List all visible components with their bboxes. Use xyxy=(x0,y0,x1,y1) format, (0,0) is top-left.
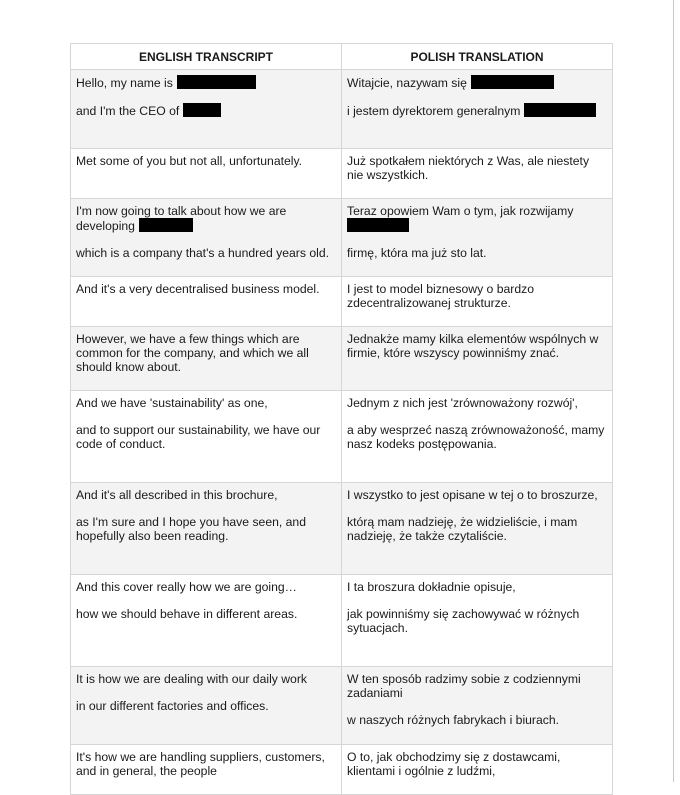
polish-line: którą mam nadzieję, że widzieliście, i mam nadzieję, że także czytaliście. xyxy=(347,515,578,543)
english-line: Met some of you but not all, unfortunately. xyxy=(76,154,303,168)
english-line: Hello, my name is xyxy=(76,76,173,90)
polish-cell xyxy=(342,575,613,667)
polish-cell xyxy=(342,483,613,575)
polish-cell xyxy=(342,199,613,277)
polish-cell xyxy=(342,277,613,327)
polish-line: Teraz opowiem Wam o tym, jak rozwijamy xyxy=(347,204,574,218)
transcript-table xyxy=(70,43,613,795)
english-cell xyxy=(71,70,342,149)
polish-cell xyxy=(342,667,613,745)
english-cell xyxy=(71,149,342,199)
polish-line: i jestem dyrektorem generalnym xyxy=(347,104,521,118)
redaction-bar xyxy=(183,103,221,117)
english-line: in our different factories and offices. xyxy=(76,699,269,713)
english-cell xyxy=(71,277,342,327)
english-line: I'm now going to talk about how we are developing xyxy=(76,204,287,233)
table-row xyxy=(71,667,613,745)
page-edge xyxy=(673,0,674,782)
table-row xyxy=(71,483,613,575)
polish-line: W ten sposób radzimy sobie z codziennymi zadaniami xyxy=(347,672,581,700)
polish-cell xyxy=(342,70,613,149)
english-line: as I'm sure and I hope you have seen, and hopefully also been reading. xyxy=(76,515,306,543)
polish-line: firmę, która ma już sto lat. xyxy=(347,246,487,260)
english-line: and to support our sustainability, we have our code of conduct. xyxy=(76,423,321,451)
polish-line: I jest to model biznesowy o bardzo zdecentralizowanej strukturze. xyxy=(347,282,534,310)
polish-line: w naszych różnych fabrykach i biurach. xyxy=(347,713,560,727)
polish-line: Jednym z nich jest 'zrównoważony rozwój', xyxy=(347,396,578,410)
redaction-bar xyxy=(177,75,256,89)
table-row xyxy=(71,199,613,277)
redaction-bar xyxy=(347,218,409,232)
polish-cell xyxy=(342,391,613,483)
english-cell xyxy=(71,575,342,667)
table-row xyxy=(71,745,613,795)
header-english: ENGLISH TRANSCRIPT xyxy=(71,44,342,70)
polish-line: I wszystko to jest opisane w tej o to broszurze, xyxy=(347,488,598,502)
english-line: And this cover really how we are going… xyxy=(76,580,297,594)
english-line: It is how we are dealing with our daily work xyxy=(76,672,307,686)
polish-line: Już spotkałem niektórych z Was, ale niestety nie wszystkich. xyxy=(347,154,590,182)
english-line: It's how we are handling suppliers, customers, and in general, the people xyxy=(76,750,325,778)
polish-line: Jednakże mamy kilka elementów wspólnych w firmie, które wszyscy powinniśmy znać. xyxy=(347,332,599,360)
english-line: And it's a very decentralised business model. xyxy=(76,282,320,296)
table-row xyxy=(71,70,613,149)
redaction-bar xyxy=(471,75,554,89)
polish-cell xyxy=(342,149,613,199)
english-line: how we should behave in different areas. xyxy=(76,607,298,621)
table-row xyxy=(71,575,613,667)
header-polish: POLISH TRANSLATION xyxy=(342,44,613,70)
table-row xyxy=(71,327,613,391)
table-row xyxy=(71,391,613,483)
english-line: And it's all described in this brochure, xyxy=(76,488,278,502)
english-cell xyxy=(71,745,342,795)
polish-line: Witajcie, nazywam się xyxy=(347,76,467,90)
english-line: However, we have a few things which are common for the company, and which we all should know about. xyxy=(76,332,309,374)
table-row xyxy=(71,149,613,199)
english-cell xyxy=(71,199,342,277)
polish-cell xyxy=(342,745,613,795)
english-cell xyxy=(71,391,342,483)
polish-line: I ta broszura dokładnie opisuje, xyxy=(347,580,516,594)
polish-line: O to, jak obchodzimy się z dostawcami, klientami i ogólnie z ludźmi, xyxy=(347,750,561,778)
redaction-bar xyxy=(139,218,193,232)
table-row xyxy=(71,277,613,327)
polish-line: a aby wesprzeć naszą zrównoważoność, mamy nasz kodeks postępowania. xyxy=(347,423,605,451)
redaction-bar xyxy=(524,103,596,117)
english-cell xyxy=(71,327,342,391)
header-row xyxy=(71,44,613,70)
english-line: which is a company that's a hundred years old. xyxy=(76,246,329,260)
english-cell xyxy=(71,667,342,745)
polish-line: jak powinniśmy się zachowywać w różnych sytuacjach. xyxy=(347,607,580,635)
polish-cell xyxy=(342,327,613,391)
english-line: and I'm the CEO of xyxy=(76,104,180,118)
english-line: And we have 'sustainability' as one, xyxy=(76,396,268,410)
english-cell xyxy=(71,483,342,575)
